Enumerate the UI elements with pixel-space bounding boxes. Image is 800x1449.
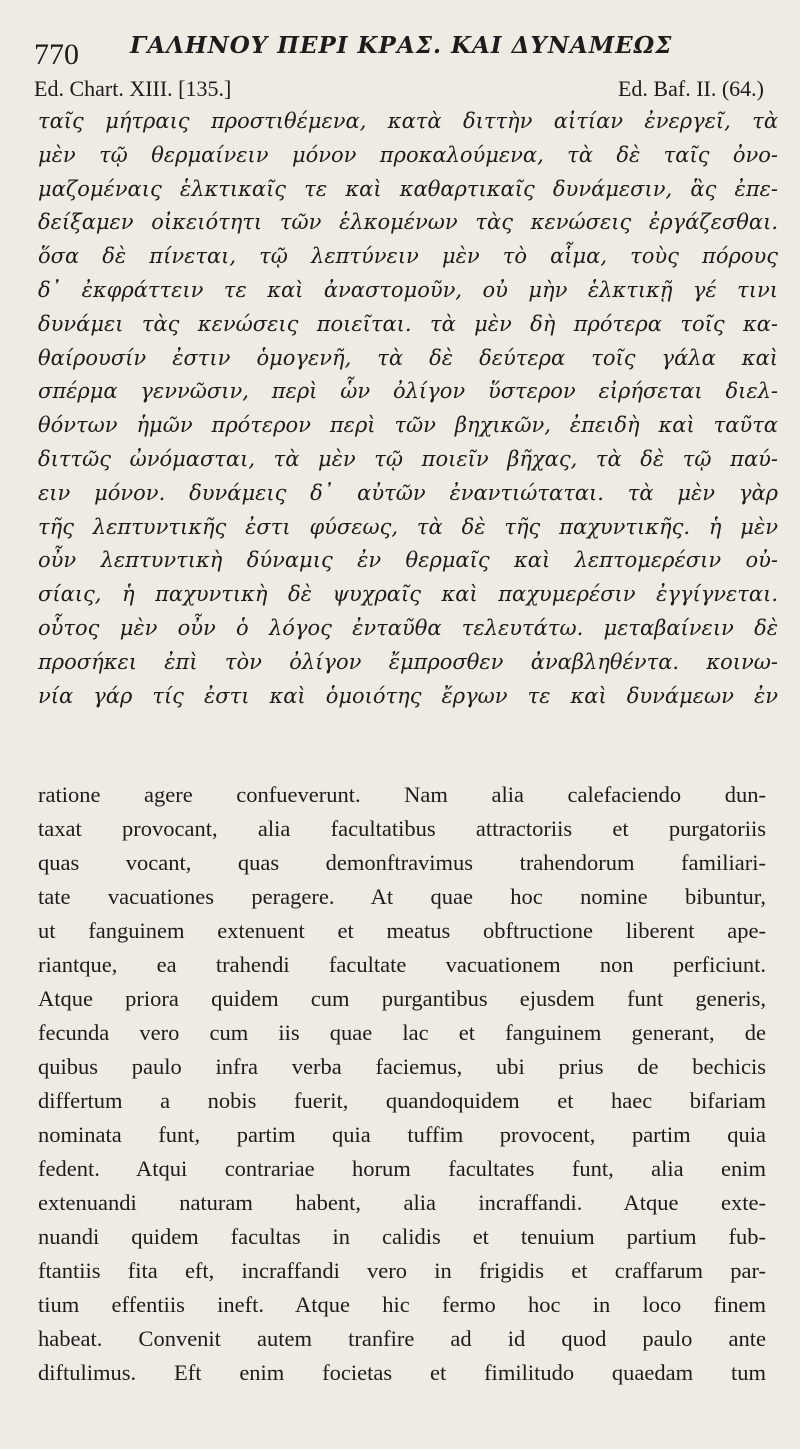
greek-text-line: νία γάρ τίς ἐστι καὶ ὁμοιότης ἔργων τε καὶ δυνάμεων ἐν <box>38 683 778 708</box>
latin-text-line: taxat provocant, alia facultatibus attractoriis et purgatoriis <box>38 816 766 841</box>
latin-text-line: riantque, ea trahendi facultate vacuationem non perficiunt. <box>38 952 766 977</box>
greek-text-line: σίαις, ἡ παχυντικὴ δὲ ψυχραῖς καὶ παχυμερέσιν ἐγγίγνεται. <box>38 582 778 607</box>
latin-text-line: fecunda vero cum iis quae lac et fanguinem generant, de <box>38 1020 766 1045</box>
running-head: ΓΑΛΗΝΟΥ ΠΕΡΙ ΚΡΑΣ. ΚΑΙ ΔΥΝΑΜΕΩΣ <box>130 32 673 59</box>
greek-text-line: δ᾽ ἐκφράττειν τε καὶ ἀναστομοῦν, οὐ μὴν ἑλκτικῇ γέ τινι <box>38 277 778 302</box>
latin-text-line: habeat. Convenit autem tranfire ad id quod paulo ante <box>38 1326 766 1351</box>
greek-text-line: προσήκει ἐπὶ τὸν ὀλίγον ἔμπροσθεν ἀναβληθέντα. κοινω- <box>38 649 778 674</box>
greek-text-line: θαίρουσίν ἐστιν ὁμογενῆ, τὰ δὲ δεύτερα τοῖς γάλα καὶ <box>38 345 778 370</box>
latin-text-line: tate vacuationes peragere. At quae hoc nomine bibuntur, <box>38 884 766 909</box>
greek-text-line: τῆς λεπτυντικῆς ἐστι φύσεως, τὰ δὲ τῆς παχυντικῆς. ἡ μὲν <box>38 514 778 539</box>
greek-text-line: διττῶς ὠνόμασται, τὰ μὲν τῷ ποιεῖν βῆχας, τὰ δὲ τῷ παύ- <box>38 446 778 471</box>
page-header <box>34 30 774 70</box>
greek-text-line: ταῖς μήτραις προστιθέμενα, κατὰ διττὴν αἰτίαν ἐνεργεῖ, τὰ <box>38 109 778 133</box>
greek-text-line: δυνάμει τὰς κενώσεις ποιεῖται. τὰ μὲν δὴ πρότερα τοῖς κα- <box>38 311 778 336</box>
latin-text-line: extenuandi naturam habent, alia incraffandi. Atque exte- <box>38 1190 766 1215</box>
latin-text-line: quibus paulo infra verba faciemus, ubi prius de bechicis <box>38 1054 766 1079</box>
greek-text-block <box>38 105 778 713</box>
greek-text-line: ειν μόνον. δυνάμεις δ᾽ αὐτῶν ἐναντιώταται. τὰ μὲν γὰρ <box>38 480 778 505</box>
greek-text-line: μαζομέναις ἑλκτικαῖς τε καὶ καθαρτικαῖς δυνάμεσιν, ἃς ἐπε- <box>38 176 778 201</box>
latin-text-line: quas vocant, quas demonftravimus trahendorum familiari- <box>38 850 766 875</box>
latin-text-line: nominata funt, partim quia tuffim provocent, partim quia <box>38 1122 766 1147</box>
page-number: 770 <box>34 38 79 71</box>
edition-basel-reference: Ed. Baf. II. (64.) <box>617 76 764 101</box>
latin-text-line: Atque priora quidem cum purgantibus ejusdem funt generis, <box>38 986 766 1011</box>
greek-text-line: σπέρμα γεννῶσιν, περὶ ὧν ὀλίγον ὕστερον εἰρήσεται διελ- <box>38 379 778 404</box>
latin-text-line: tium effentiis ineft. Atque hic fermo hoc in loco finem <box>38 1292 766 1317</box>
latin-text-line: nuandi quidem facultas in calidis et tenuium partium fub- <box>38 1224 766 1249</box>
latin-text-block <box>38 778 766 1390</box>
latin-text-line: ut fanguinem extenuent et meatus obftructione liberent ape- <box>38 918 766 943</box>
greek-text-line: θόντων ἡμῶν πρότερον περὶ τῶν βηχικῶν, ἐπειδὴ καὶ ταῦτα <box>38 413 778 438</box>
latin-text-line: ratione agere confueverunt. Nam alia calefaciendo dun- <box>38 782 766 807</box>
edition-references <box>34 76 764 104</box>
latin-text-line: diftulimus. Eft enim focietas et fimilitudo quaedam tum <box>38 1360 766 1385</box>
greek-text-line: οὗτος μὲν οὖν ὁ λόγος ἐνταῦθα τελευτάτω. μεταβαίνειν δὲ <box>38 615 778 640</box>
greek-text-line: δείξαμεν οἰκειότητι τῶν ἑλκομένων τὰς κενώσεις ἐργάζεσθαι. <box>38 210 778 235</box>
latin-text-line: fedent. Atqui contrariae horum facultates funt, alia enim <box>38 1156 766 1181</box>
latin-text-line: differtum a nobis fuerit, quandoquidem et haec bifariam <box>38 1088 766 1113</box>
greek-text-line: ὅσα δὲ πίνεται, τῷ λεπτύνειν μὲν τὸ αἷμα, τοὺς πόρους <box>38 244 778 269</box>
greek-text-line: μὲν τῷ θερμαίνειν μόνον προκαλούμενα, τὰ δὲ ταῖς ὀνο- <box>38 142 778 167</box>
edition-chart-reference: Ed. Chart. XIII. [135.] <box>34 76 232 101</box>
greek-text-line: οὖν λεπτυντικὴ δύναμις ἐν θερμαῖς καὶ λεπτομερέσιν οὐ- <box>38 548 778 573</box>
latin-text-line: ftantiis fita eft, incraffandi vero in frigidis et craffarum par- <box>38 1258 766 1283</box>
